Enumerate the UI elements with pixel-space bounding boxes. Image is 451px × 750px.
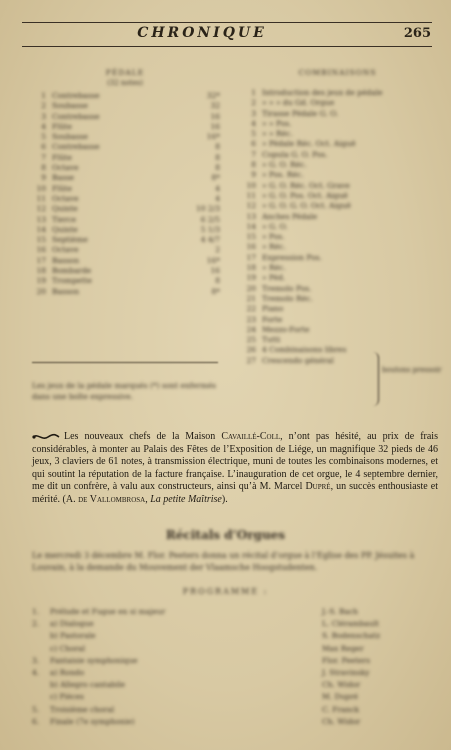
combination-number: 22 xyxy=(246,304,256,314)
combination-name: Mezzo-Forte xyxy=(262,324,310,334)
combination-row xyxy=(240,294,435,304)
program-row xyxy=(32,618,432,630)
combination-name: Tremolo Pos. xyxy=(262,283,312,293)
program-work: c) Choral xyxy=(50,643,86,653)
stop-name: Contrebasse xyxy=(52,111,100,121)
combinations-heading: COMBINAISONS xyxy=(298,68,377,77)
pedal-stop-row xyxy=(30,204,220,214)
stop-number: 7 xyxy=(41,152,46,162)
divider-rule xyxy=(32,362,218,363)
program-work: c) Pièces xyxy=(50,692,84,702)
stop-pitch: 10 2/3 xyxy=(196,204,220,214)
program-row xyxy=(32,606,432,618)
combination-number: 24 xyxy=(246,324,256,334)
program-list xyxy=(32,606,432,728)
combination-number: 10 xyxy=(246,180,256,190)
combination-name: » G. O. Réc. Oct. Grave xyxy=(262,180,350,190)
stop-pitch: 8* xyxy=(211,286,220,296)
program-number: 3. xyxy=(32,655,40,665)
program-row xyxy=(32,643,432,655)
program-composer: S. Bodenschatz xyxy=(322,631,381,641)
combination-number: 15 xyxy=(246,232,256,242)
stop-number: 9 xyxy=(41,173,46,183)
stop-number: 11 xyxy=(36,193,46,203)
combination-number: 18 xyxy=(246,263,256,273)
recitals-text: Le mercredi 3 décembre M. Flor. Peeters donna un récital d’orgue à l’Église des PP. Jésuites à Louvain, à la demande du Mouvement der Vlaamsche Hoogstudenten. xyxy=(32,551,415,572)
stop-name: Quinte xyxy=(52,204,78,214)
pedal-stop-row xyxy=(30,153,220,163)
program-row xyxy=(32,667,432,679)
program-work: Troisième choral xyxy=(50,704,115,714)
program-number xyxy=(32,679,50,691)
stop-pitch: 32* xyxy=(206,91,220,100)
combination-number: 2 xyxy=(251,98,256,108)
para-text-3: , un succès enthousiaste et mérité. (A. xyxy=(32,481,439,505)
program-composer: Max Reger xyxy=(322,643,364,653)
program-heading: PROGRAMME : xyxy=(182,587,269,596)
combination-row xyxy=(240,201,435,211)
program-composer: M. Dupré xyxy=(322,692,359,702)
stop-number: 17 xyxy=(36,255,46,265)
combination-name: Tirasse Pédale G. O. xyxy=(262,108,339,118)
pedal-stop-row xyxy=(30,132,220,142)
stop-pitch: 4 xyxy=(215,183,220,193)
program-composer: Ch. Widor xyxy=(322,680,361,690)
combination-name: 4 Combinaisons libres xyxy=(262,345,347,355)
stop-name: Tierce xyxy=(52,214,77,224)
combination-name: » Péd. xyxy=(262,273,286,283)
combination-row xyxy=(240,170,435,180)
combination-number: 19 xyxy=(246,273,256,283)
combination-row xyxy=(240,242,435,252)
combination-name: » Pos. Réc. xyxy=(262,170,304,180)
name-cavaille-coll: Cavaillé-Coll xyxy=(221,431,281,442)
combination-row xyxy=(240,181,435,191)
program-row xyxy=(32,691,432,703)
program-composer: J.-S. Bach xyxy=(322,607,358,616)
running-title: CHRONIQUE xyxy=(137,25,267,41)
program-row xyxy=(32,655,432,667)
stop-number: 1 xyxy=(41,91,46,100)
stop-name: Septième xyxy=(52,235,88,245)
combination-name: » » Réc. xyxy=(262,129,293,139)
pedal-stop-list xyxy=(30,68,220,297)
program-work: b) Allegro cantabile xyxy=(50,680,126,690)
stop-pitch: 8* xyxy=(211,173,220,183)
pedal-stop-row xyxy=(30,91,220,101)
pedal-stop-row xyxy=(30,235,220,245)
program-number: 5. xyxy=(32,704,40,714)
stop-pitch: 6 2/5 xyxy=(200,214,220,224)
program-composer: Ch. Widor xyxy=(322,716,361,726)
combination-name: » Réc. xyxy=(262,263,286,273)
pedal-stop-row xyxy=(30,266,220,276)
combination-number: 25 xyxy=(246,335,256,345)
combination-number: 5 xyxy=(251,129,256,139)
pedal-stop-row xyxy=(30,194,220,204)
combination-row xyxy=(240,273,435,283)
header-rule-bottom xyxy=(22,46,432,47)
pedal-stop-row xyxy=(30,163,220,173)
combination-row xyxy=(240,139,435,149)
stop-name: Octave xyxy=(52,163,79,173)
combination-name: » » » du Gd. Orgue xyxy=(262,98,335,108)
stop-number: 20 xyxy=(36,286,46,296)
brace-label: boutons pressoir xyxy=(382,366,442,374)
pedal-stop-row xyxy=(30,101,220,111)
combination-row xyxy=(240,119,435,129)
stop-pitch: 2 xyxy=(215,245,220,255)
stop-name: Quinte xyxy=(52,224,78,234)
combination-row xyxy=(240,335,435,345)
pedal-subheading: (32 notes) xyxy=(107,79,143,87)
combination-name: Copula G. O. Pos. xyxy=(262,149,328,159)
pedal-stop-row xyxy=(30,276,220,286)
stop-name: Flûte xyxy=(52,121,72,131)
combination-name: Crescendo général xyxy=(262,355,334,365)
pedal-stop-row xyxy=(30,142,220,152)
combination-name: Expression Pos. xyxy=(262,252,322,262)
stop-name: Soubasse xyxy=(52,101,88,111)
combination-name: » G. O. xyxy=(262,221,288,231)
stop-pitch: 8 xyxy=(215,152,220,162)
stop-pitch: 16 xyxy=(210,266,220,276)
combination-row xyxy=(240,150,435,160)
combination-number: 6 xyxy=(251,139,256,149)
pedal-stop-row xyxy=(30,225,220,235)
combination-list xyxy=(240,68,435,366)
stop-number: 18 xyxy=(36,266,46,276)
stop-name: Octave xyxy=(52,193,79,203)
stop-number: 3 xyxy=(41,111,46,121)
program-work: Prélude et Fugue en si majeur xyxy=(50,607,166,616)
stop-number: 19 xyxy=(36,276,46,286)
combination-name: Tutti xyxy=(262,335,281,345)
program-row xyxy=(32,716,432,728)
stop-number: 4 xyxy=(41,121,46,131)
recitals-heading: Récitals d’Orgues xyxy=(165,528,286,542)
combination-name: Introduction des jeux de pédale xyxy=(262,88,383,97)
combination-name: » G. O. G. O. Oct. Aiguë xyxy=(262,201,351,211)
combination-name: » » Pos. xyxy=(262,118,292,128)
combination-number: 14 xyxy=(246,221,256,231)
combination-row xyxy=(240,191,435,201)
pedal-stop-row xyxy=(30,256,220,266)
stop-name: Contrebasse xyxy=(52,91,100,100)
para-text-1: Les nouveaux chefs de la Maison xyxy=(64,431,222,442)
combination-row xyxy=(240,98,435,108)
pedal-stop-row xyxy=(30,215,220,225)
program-work: b) Pastorale xyxy=(50,631,96,641)
stop-number: 12 xyxy=(36,204,46,214)
combination-number: 9 xyxy=(251,170,256,180)
para-text-2: , n’ont pas hésité, au prix de frais considérables, à monter au Palais des Fêtes de l’Exposition de Liége, un magnifique 32 pieds de 46 jeux, 3 claviers de 61 notes, à transmission électrique, muni de toutes les combinaisons modernes, et qui soutint la réputation de la facture française. L’inauguration de cet orgue, le 4 septembre dernier, me dit un confrère, à valu aux constructeurs, ainsi qu’à M. Marcel xyxy=(32,431,438,493)
combination-row xyxy=(240,129,435,139)
combination-row xyxy=(240,109,435,119)
combination-row xyxy=(240,160,435,170)
combination-number: 11 xyxy=(246,190,256,200)
combination-number: 27 xyxy=(246,355,256,365)
program-number xyxy=(32,630,50,642)
stop-number: 15 xyxy=(36,235,46,245)
program-composer: L. Clérambault xyxy=(322,619,380,629)
stop-name: Soubasse xyxy=(52,132,88,142)
program-composer: Flor. Peeters xyxy=(322,655,371,665)
combination-row xyxy=(240,222,435,232)
program-number: 6. xyxy=(32,716,40,726)
combination-row xyxy=(240,263,435,273)
stop-pitch: 8 xyxy=(215,163,220,173)
stop-name: Bombarde xyxy=(52,266,92,276)
program-work: Finale (7e symphonie) xyxy=(50,716,135,726)
pedal-stop-row xyxy=(30,287,220,297)
program-row xyxy=(32,630,432,642)
source-title: La petite Maîtrise xyxy=(150,493,222,505)
stop-number: 16 xyxy=(36,245,46,255)
stop-name: Basse xyxy=(52,173,75,183)
combination-number: 12 xyxy=(246,201,256,211)
stop-pitch: 4 xyxy=(215,193,220,203)
stop-number: 5 xyxy=(41,132,46,142)
program-work: Fantaisie symphonique xyxy=(50,655,138,665)
combination-name: Anches Pédale xyxy=(262,211,318,221)
stop-name: Trompette xyxy=(52,276,92,286)
combination-row xyxy=(240,304,435,314)
combination-row xyxy=(240,253,435,263)
combination-name: Piano xyxy=(262,304,284,314)
combination-number: 4 xyxy=(251,118,256,128)
combination-row xyxy=(240,325,435,335)
program-number: 4. xyxy=(32,667,40,677)
combination-name: » Réc. xyxy=(262,242,286,252)
combination-row xyxy=(240,212,435,222)
stop-name: Octave xyxy=(52,245,79,255)
combination-number: 13 xyxy=(246,211,256,221)
program-number: 2. xyxy=(32,619,40,629)
program-composer: J. Stravinsky xyxy=(322,667,370,677)
pedal-stop-row xyxy=(30,112,220,122)
page-number: 265 xyxy=(403,26,431,41)
combination-number: 20 xyxy=(246,283,256,293)
stop-pitch: 8 xyxy=(215,142,220,152)
combination-name: Forte xyxy=(262,314,283,324)
stop-pitch: 4 4/7 xyxy=(200,235,220,245)
program-number: 1. xyxy=(32,607,40,616)
combination-name: Tremolo Réc. xyxy=(262,293,313,303)
combination-number: 23 xyxy=(246,314,256,324)
para-text-4: , xyxy=(145,493,151,505)
program-number xyxy=(32,643,50,655)
stop-name: Flûte xyxy=(52,152,72,162)
pedal-stop-row xyxy=(30,245,220,255)
stop-number: 8 xyxy=(41,163,46,173)
program-number xyxy=(32,691,50,703)
combination-number: 1 xyxy=(251,88,256,97)
program-row xyxy=(32,679,432,691)
combination-name: » Pos. xyxy=(262,232,285,242)
program-work: a) Rondo xyxy=(50,667,85,677)
stop-number: 13 xyxy=(36,214,46,224)
pedal-stop-row xyxy=(30,173,220,183)
combination-row xyxy=(240,284,435,294)
pedal-footnote: Les jeux de la pédale marqués (*) sont enfermés dans une boîte expressive. xyxy=(32,381,216,401)
combination-row xyxy=(240,88,435,98)
program-row xyxy=(32,704,432,716)
para-text-5: ). xyxy=(221,493,228,505)
stop-number: 2 xyxy=(41,101,46,111)
stop-name: Basson xyxy=(52,255,80,265)
stop-number: 10 xyxy=(36,183,46,193)
combination-name: » G. O. Pos. Oct. Aiguë xyxy=(262,190,348,200)
combination-number: 3 xyxy=(251,108,256,118)
stop-pitch: 5 1/3 xyxy=(200,224,220,234)
stop-name: Flûte xyxy=(52,183,72,193)
combination-row xyxy=(240,232,435,242)
combination-number: 7 xyxy=(251,149,256,159)
name-dupre: Dupré xyxy=(305,481,331,493)
name-vallombrosa: de Vallombrosa xyxy=(78,493,146,505)
combination-number: 16 xyxy=(246,242,256,252)
stop-number: 6 xyxy=(41,142,46,152)
stop-pitch: 16 xyxy=(210,121,220,131)
combination-number: 26 xyxy=(246,345,256,355)
program-composer: C. Franck xyxy=(322,704,360,714)
pedal-stop-row xyxy=(30,122,220,132)
program-work: a) Dialogue xyxy=(50,619,94,629)
stop-name: Contrebasse xyxy=(52,142,100,152)
pedal-stop-row xyxy=(30,184,220,194)
combination-name: » Pédale Réc. Oct. Aiguë xyxy=(262,139,356,149)
combination-name: » G. O. Réc. xyxy=(262,160,307,170)
news-paragraph xyxy=(32,431,438,507)
stop-pitch: 8 xyxy=(215,276,220,286)
brace-mark xyxy=(372,352,379,406)
stop-number: 14 xyxy=(36,224,46,234)
flourish-icon xyxy=(32,433,60,441)
combination-row xyxy=(240,345,435,355)
pedal-heading: PÉDALE xyxy=(105,68,145,77)
stop-pitch: 16* xyxy=(206,255,220,265)
stop-pitch: 32 xyxy=(210,101,220,111)
stop-pitch: 16* xyxy=(206,132,220,142)
header-rule-top xyxy=(22,22,432,23)
stop-pitch: 16 xyxy=(210,111,220,121)
combination-number: 21 xyxy=(246,293,256,303)
combination-number: 17 xyxy=(246,252,256,262)
combination-row xyxy=(240,315,435,325)
stop-name: Basson xyxy=(52,286,80,296)
combination-number: 8 xyxy=(251,160,256,170)
